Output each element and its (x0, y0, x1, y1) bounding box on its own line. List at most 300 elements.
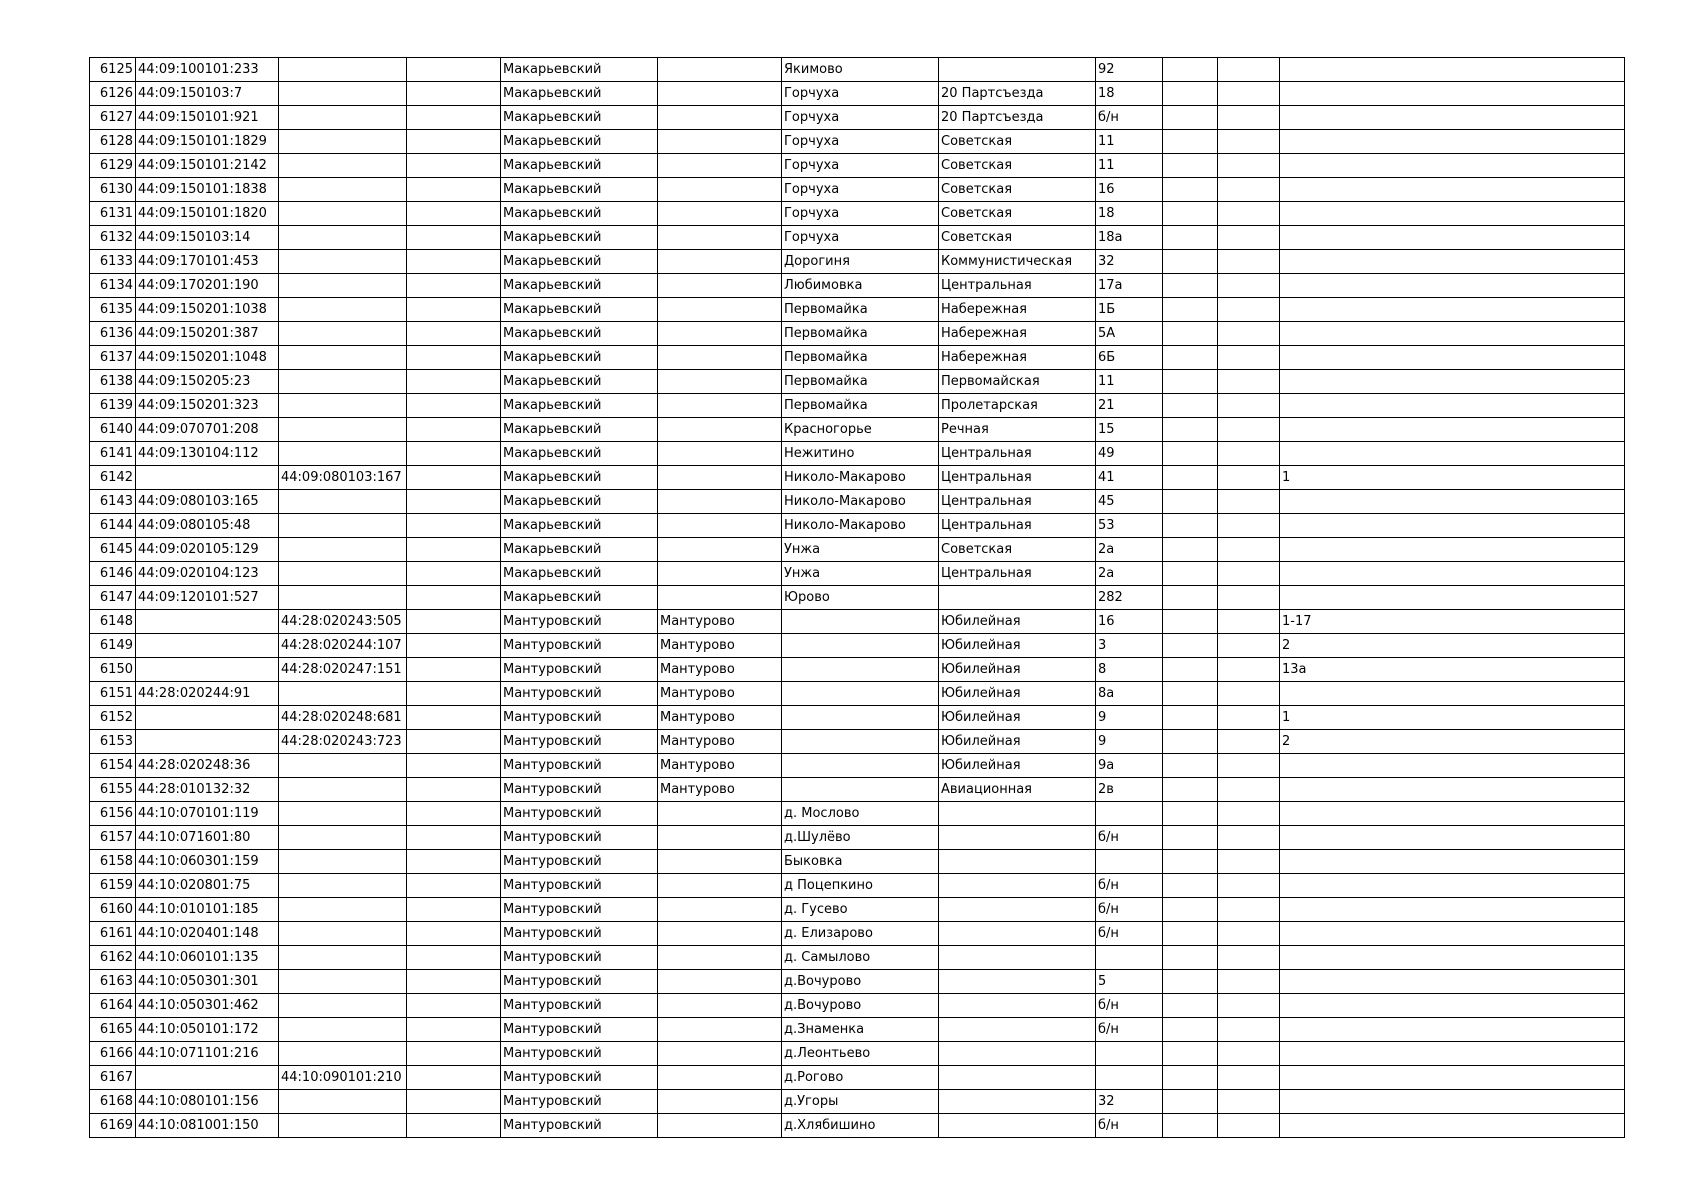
cadastral-number-cell: 44:09:100101:233 (136, 58, 279, 82)
house-number-cell: 8 (1096, 658, 1163, 682)
empty-cell (1163, 538, 1218, 562)
empty-cell (1218, 706, 1280, 730)
city-cell (658, 1018, 782, 1042)
cadastral-number-cell: 44:09:150201:323 (136, 394, 279, 418)
row-number-cell: 6154 (90, 754, 136, 778)
row-number-cell: 6144 (90, 514, 136, 538)
empty-cell (1163, 730, 1218, 754)
street-cell: Центральная (939, 514, 1096, 538)
house-number-cell: б/н (1096, 874, 1163, 898)
empty-cell (1218, 370, 1280, 394)
district-cell: Мантуровский (501, 610, 658, 634)
street-cell (939, 826, 1096, 850)
table-row (90, 202, 1625, 226)
settlement-cell: д.Шулёво (782, 826, 939, 850)
row-number-cell: 6167 (90, 1066, 136, 1090)
empty-cell (1163, 586, 1218, 610)
district-cell: Мантуровский (501, 994, 658, 1018)
empty-cell (1163, 202, 1218, 226)
city-cell: Мантурово (658, 658, 782, 682)
settlement-cell (782, 610, 939, 634)
settlement-cell: д. Мослово (782, 802, 939, 826)
settlement-cell: Горчуха (782, 130, 939, 154)
row-number-cell: 6156 (90, 802, 136, 826)
city-cell (658, 946, 782, 970)
cadastral-number-alt-cell (279, 202, 407, 226)
row-number-cell: 6143 (90, 490, 136, 514)
cadastral-number-alt-cell (279, 82, 407, 106)
settlement-cell: Первомайка (782, 394, 939, 418)
street-cell: Советская (939, 202, 1096, 226)
apartment-cell (1280, 298, 1625, 322)
house-number-cell: 32 (1096, 250, 1163, 274)
city-cell: Мантурово (658, 778, 782, 802)
cadastral-number-cell: 44:10:060101:135 (136, 946, 279, 970)
house-number-cell (1096, 802, 1163, 826)
city-cell (658, 226, 782, 250)
empty-cell (407, 178, 501, 202)
row-number-cell: 6141 (90, 442, 136, 466)
cadastral-number-cell: 44:09:150201:1038 (136, 298, 279, 322)
district-cell: Мантуровский (501, 1114, 658, 1138)
empty-cell (1218, 202, 1280, 226)
district-cell: Макарьевский (501, 274, 658, 298)
district-cell: Макарьевский (501, 586, 658, 610)
apartment-cell (1280, 922, 1625, 946)
empty-cell (1218, 922, 1280, 946)
empty-cell (1218, 994, 1280, 1018)
house-number-cell: б/н (1096, 1114, 1163, 1138)
street-cell (939, 994, 1096, 1018)
settlement-cell: Нежитино (782, 442, 939, 466)
empty-cell (407, 898, 501, 922)
row-number-cell: 6142 (90, 466, 136, 490)
street-cell (939, 970, 1096, 994)
settlement-cell: Быковка (782, 850, 939, 874)
empty-cell (407, 82, 501, 106)
cadastral-number-cell: 44:09:070701:208 (136, 418, 279, 442)
empty-cell (1163, 682, 1218, 706)
street-cell (939, 946, 1096, 970)
empty-cell (407, 298, 501, 322)
empty-cell (1218, 178, 1280, 202)
district-cell: Макарьевский (501, 82, 658, 106)
row-number-cell: 6131 (90, 202, 136, 226)
city-cell: Мантурово (658, 754, 782, 778)
apartment-cell: 1 (1280, 706, 1625, 730)
apartment-cell (1280, 130, 1625, 154)
table-row (90, 610, 1625, 634)
empty-cell (407, 610, 501, 634)
cadastral-number-cell: 44:09:130104:112 (136, 442, 279, 466)
settlement-cell: Любимовка (782, 274, 939, 298)
row-number-cell: 6126 (90, 82, 136, 106)
city-cell: Мантурово (658, 730, 782, 754)
cadastral-number-alt-cell (279, 802, 407, 826)
empty-cell (1163, 826, 1218, 850)
settlement-cell: Горчуха (782, 106, 939, 130)
empty-cell (1218, 346, 1280, 370)
empty-cell (1218, 154, 1280, 178)
empty-cell (407, 226, 501, 250)
house-number-cell (1096, 850, 1163, 874)
table-row (90, 538, 1625, 562)
city-cell (658, 850, 782, 874)
street-cell: Пролетарская (939, 394, 1096, 418)
empty-cell (1218, 490, 1280, 514)
street-cell (939, 898, 1096, 922)
empty-cell (407, 1042, 501, 1066)
district-cell: Мантуровский (501, 898, 658, 922)
row-number-cell: 6132 (90, 226, 136, 250)
city-cell (658, 202, 782, 226)
apartment-cell (1280, 274, 1625, 298)
settlement-cell: д.Угоры (782, 1090, 939, 1114)
empty-cell (1163, 442, 1218, 466)
city-cell (658, 370, 782, 394)
cadastral-number-alt-cell: 44:09:080103:167 (279, 466, 407, 490)
street-cell: Юбилейная (939, 754, 1096, 778)
table-row (90, 634, 1625, 658)
cadastral-number-alt-cell (279, 58, 407, 82)
row-number-cell: 6127 (90, 106, 136, 130)
apartment-cell (1280, 562, 1625, 586)
row-number-cell: 6146 (90, 562, 136, 586)
cadastral-number-alt-cell (279, 826, 407, 850)
city-cell (658, 466, 782, 490)
cadastral-number-cell: 44:10:020801:75 (136, 874, 279, 898)
empty-cell (1163, 322, 1218, 346)
table-row (90, 586, 1625, 610)
house-number-cell: 2а (1096, 562, 1163, 586)
city-cell (658, 106, 782, 130)
cadastral-number-cell: 44:10:081001:150 (136, 1114, 279, 1138)
district-cell: Мантуровский (501, 1090, 658, 1114)
street-cell: Юбилейная (939, 634, 1096, 658)
house-number-cell: 18а (1096, 226, 1163, 250)
table-row (90, 946, 1625, 970)
apartment-cell (1280, 346, 1625, 370)
city-cell (658, 82, 782, 106)
empty-cell (1218, 274, 1280, 298)
house-number-cell: 9 (1096, 706, 1163, 730)
city-cell (658, 562, 782, 586)
house-number-cell: б/н (1096, 922, 1163, 946)
empty-cell (1218, 1114, 1280, 1138)
cadastral-number-cell: 44:09:150201:1048 (136, 346, 279, 370)
cadastral-number-cell (136, 610, 279, 634)
apartment-cell (1280, 226, 1625, 250)
street-cell: 20 Партсъезда (939, 106, 1096, 130)
apartment-cell (1280, 994, 1625, 1018)
cadastral-number-cell: 44:10:050101:172 (136, 1018, 279, 1042)
district-cell: Макарьевский (501, 154, 658, 178)
empty-cell (1163, 634, 1218, 658)
city-cell (658, 514, 782, 538)
empty-cell (1163, 250, 1218, 274)
house-number-cell: 11 (1096, 154, 1163, 178)
empty-cell (1218, 586, 1280, 610)
cadastral-number-cell: 44:09:150101:1829 (136, 130, 279, 154)
empty-cell (407, 706, 501, 730)
settlement-cell: Унжа (782, 562, 939, 586)
cadastral-number-cell: 44:09:150101:1820 (136, 202, 279, 226)
settlement-cell: Николо-Макарово (782, 466, 939, 490)
empty-cell (1218, 442, 1280, 466)
apartment-cell (1280, 898, 1625, 922)
empty-cell (407, 442, 501, 466)
empty-cell (407, 754, 501, 778)
district-cell: Мантуровский (501, 922, 658, 946)
empty-cell (1163, 1066, 1218, 1090)
settlement-cell (782, 778, 939, 802)
empty-cell (407, 1114, 501, 1138)
cadastral-number-cell: 44:09:150103:14 (136, 226, 279, 250)
cadastral-number-alt-cell (279, 370, 407, 394)
empty-cell (1218, 562, 1280, 586)
district-cell: Мантуровский (501, 802, 658, 826)
cadastral-number-cell: 44:09:150103:7 (136, 82, 279, 106)
house-number-cell: 92 (1096, 58, 1163, 82)
table-row (90, 130, 1625, 154)
house-number-cell: 18 (1096, 202, 1163, 226)
city-cell (658, 826, 782, 850)
settlement-cell: Горчуха (782, 178, 939, 202)
settlement-cell: Первомайка (782, 322, 939, 346)
cadastral-number-alt-cell (279, 970, 407, 994)
house-number-cell (1096, 1066, 1163, 1090)
empty-cell (1218, 826, 1280, 850)
apartment-cell (1280, 826, 1625, 850)
table-row (90, 514, 1625, 538)
cadastral-number-alt-cell (279, 994, 407, 1018)
house-number-cell: б/н (1096, 898, 1163, 922)
table-row (90, 466, 1625, 490)
district-cell: Мантуровский (501, 1018, 658, 1042)
table-row (90, 178, 1625, 202)
empty-cell (1163, 130, 1218, 154)
empty-cell (1163, 802, 1218, 826)
district-cell: Макарьевский (501, 466, 658, 490)
house-number-cell: 53 (1096, 514, 1163, 538)
settlement-cell (782, 682, 939, 706)
empty-cell (1163, 970, 1218, 994)
district-cell: Мантуровский (501, 754, 658, 778)
empty-cell (1163, 778, 1218, 802)
empty-cell (407, 106, 501, 130)
empty-cell (1163, 58, 1218, 82)
table-row (90, 370, 1625, 394)
apartment-cell (1280, 490, 1625, 514)
table-row (90, 106, 1625, 130)
street-cell: Первомайская (939, 370, 1096, 394)
settlement-cell: Николо-Макарово (782, 514, 939, 538)
table-row (90, 298, 1625, 322)
apartment-cell: 2 (1280, 730, 1625, 754)
empty-cell (407, 634, 501, 658)
street-cell: Центральная (939, 490, 1096, 514)
settlement-cell: Якимово (782, 58, 939, 82)
apartment-cell (1280, 58, 1625, 82)
empty-cell (1163, 274, 1218, 298)
settlement-cell (782, 754, 939, 778)
cadastral-number-cell: 44:09:150205:23 (136, 370, 279, 394)
empty-cell (407, 922, 501, 946)
street-cell: 20 Партсъезда (939, 82, 1096, 106)
cadastral-number-alt-cell (279, 898, 407, 922)
empty-cell (1218, 394, 1280, 418)
apartment-cell: 13а (1280, 658, 1625, 682)
city-cell (658, 250, 782, 274)
district-cell: Мантуровский (501, 682, 658, 706)
row-number-cell: 6165 (90, 1018, 136, 1042)
street-cell: Юбилейная (939, 658, 1096, 682)
house-number-cell: 9 (1096, 730, 1163, 754)
district-cell: Макарьевский (501, 394, 658, 418)
empty-cell (1163, 922, 1218, 946)
empty-cell (407, 658, 501, 682)
house-number-cell: 16 (1096, 610, 1163, 634)
cadastral-number-alt-cell (279, 226, 407, 250)
empty-cell (1163, 106, 1218, 130)
cadastral-number-alt-cell (279, 130, 407, 154)
table-row (90, 730, 1625, 754)
city-cell (658, 442, 782, 466)
table-row (90, 418, 1625, 442)
empty-cell (1163, 298, 1218, 322)
settlement-cell (782, 730, 939, 754)
cadastral-number-alt-cell (279, 586, 407, 610)
cadastral-number-alt-cell (279, 154, 407, 178)
apartment-cell: 1 (1280, 466, 1625, 490)
settlement-cell: Горчуха (782, 154, 939, 178)
street-cell: Юбилейная (939, 610, 1096, 634)
row-number-cell: 6160 (90, 898, 136, 922)
table-row (90, 442, 1625, 466)
settlement-cell: Горчуха (782, 82, 939, 106)
settlement-cell: Красногорье (782, 418, 939, 442)
street-cell: Советская (939, 538, 1096, 562)
table-row (90, 1114, 1625, 1138)
cadastral-number-cell (136, 730, 279, 754)
district-cell: Макарьевский (501, 370, 658, 394)
settlement-cell: Горчуха (782, 202, 939, 226)
city-cell (658, 322, 782, 346)
cadastral-number-alt-cell (279, 682, 407, 706)
settlement-cell: Первомайка (782, 370, 939, 394)
street-cell: Набережная (939, 322, 1096, 346)
apartment-cell (1280, 250, 1625, 274)
cadastral-number-cell: 44:09:080105:48 (136, 514, 279, 538)
cadastral-number-alt-cell (279, 754, 407, 778)
table-row (90, 1042, 1625, 1066)
house-number-cell: 17а (1096, 274, 1163, 298)
cadastral-number-alt-cell: 44:28:020248:681 (279, 706, 407, 730)
cadastral-number-alt-cell (279, 1042, 407, 1066)
row-number-cell: 6136 (90, 322, 136, 346)
city-cell (658, 802, 782, 826)
cadastral-number-cell: 44:09:170201:190 (136, 274, 279, 298)
empty-cell (1163, 82, 1218, 106)
row-number-cell: 6155 (90, 778, 136, 802)
street-cell (939, 1018, 1096, 1042)
cadastral-number-cell: 44:10:080101:156 (136, 1090, 279, 1114)
city-cell: Мантурово (658, 610, 782, 634)
settlement-cell: д. Елизарово (782, 922, 939, 946)
cadastral-number-alt-cell (279, 298, 407, 322)
settlement-cell: д.Знаменка (782, 1018, 939, 1042)
cadastral-number-alt-cell: 44:10:090101:210 (279, 1066, 407, 1090)
cadastral-number-alt-cell (279, 1114, 407, 1138)
row-number-cell: 6151 (90, 682, 136, 706)
district-cell: Макарьевский (501, 178, 658, 202)
cadastral-number-alt-cell: 44:28:020244:107 (279, 634, 407, 658)
row-number-cell: 6140 (90, 418, 136, 442)
city-cell (658, 1066, 782, 1090)
table-row (90, 754, 1625, 778)
city-cell (658, 586, 782, 610)
empty-cell (1218, 298, 1280, 322)
apartment-cell (1280, 394, 1625, 418)
empty-cell (1163, 706, 1218, 730)
empty-cell (1218, 1066, 1280, 1090)
empty-cell (1218, 1090, 1280, 1114)
house-number-cell: 3 (1096, 634, 1163, 658)
row-number-cell: 6125 (90, 58, 136, 82)
property-register-table (89, 57, 1625, 1138)
apartment-cell (1280, 202, 1625, 226)
district-cell: Мантуровский (501, 634, 658, 658)
empty-cell (407, 490, 501, 514)
street-cell: Речная (939, 418, 1096, 442)
table-row (90, 1090, 1625, 1114)
row-number-cell: 6169 (90, 1114, 136, 1138)
empty-cell (407, 874, 501, 898)
house-number-cell: 9а (1096, 754, 1163, 778)
apartment-cell (1280, 370, 1625, 394)
empty-cell (407, 514, 501, 538)
row-number-cell: 6134 (90, 274, 136, 298)
empty-cell (1163, 514, 1218, 538)
house-number-cell: 11 (1096, 130, 1163, 154)
city-cell (658, 1042, 782, 1066)
city-cell (658, 1090, 782, 1114)
cadastral-number-cell: 44:10:060301:159 (136, 850, 279, 874)
street-cell: Юбилейная (939, 682, 1096, 706)
empty-cell (407, 250, 501, 274)
apartment-cell (1280, 874, 1625, 898)
empty-cell (407, 370, 501, 394)
settlement-cell: д. Гусево (782, 898, 939, 922)
apartment-cell (1280, 82, 1625, 106)
table-row (90, 658, 1625, 682)
row-number-cell: 6162 (90, 946, 136, 970)
district-cell: Макарьевский (501, 226, 658, 250)
row-number-cell: 6157 (90, 826, 136, 850)
empty-cell (1218, 106, 1280, 130)
empty-cell (1163, 898, 1218, 922)
empty-cell (1163, 1114, 1218, 1138)
empty-cell (1218, 658, 1280, 682)
district-cell: Мантуровский (501, 778, 658, 802)
empty-cell (1163, 946, 1218, 970)
street-cell: Советская (939, 154, 1096, 178)
empty-cell (1163, 850, 1218, 874)
district-cell: Макарьевский (501, 562, 658, 586)
city-cell (658, 154, 782, 178)
settlement-cell: Первомайка (782, 298, 939, 322)
table-row (90, 274, 1625, 298)
